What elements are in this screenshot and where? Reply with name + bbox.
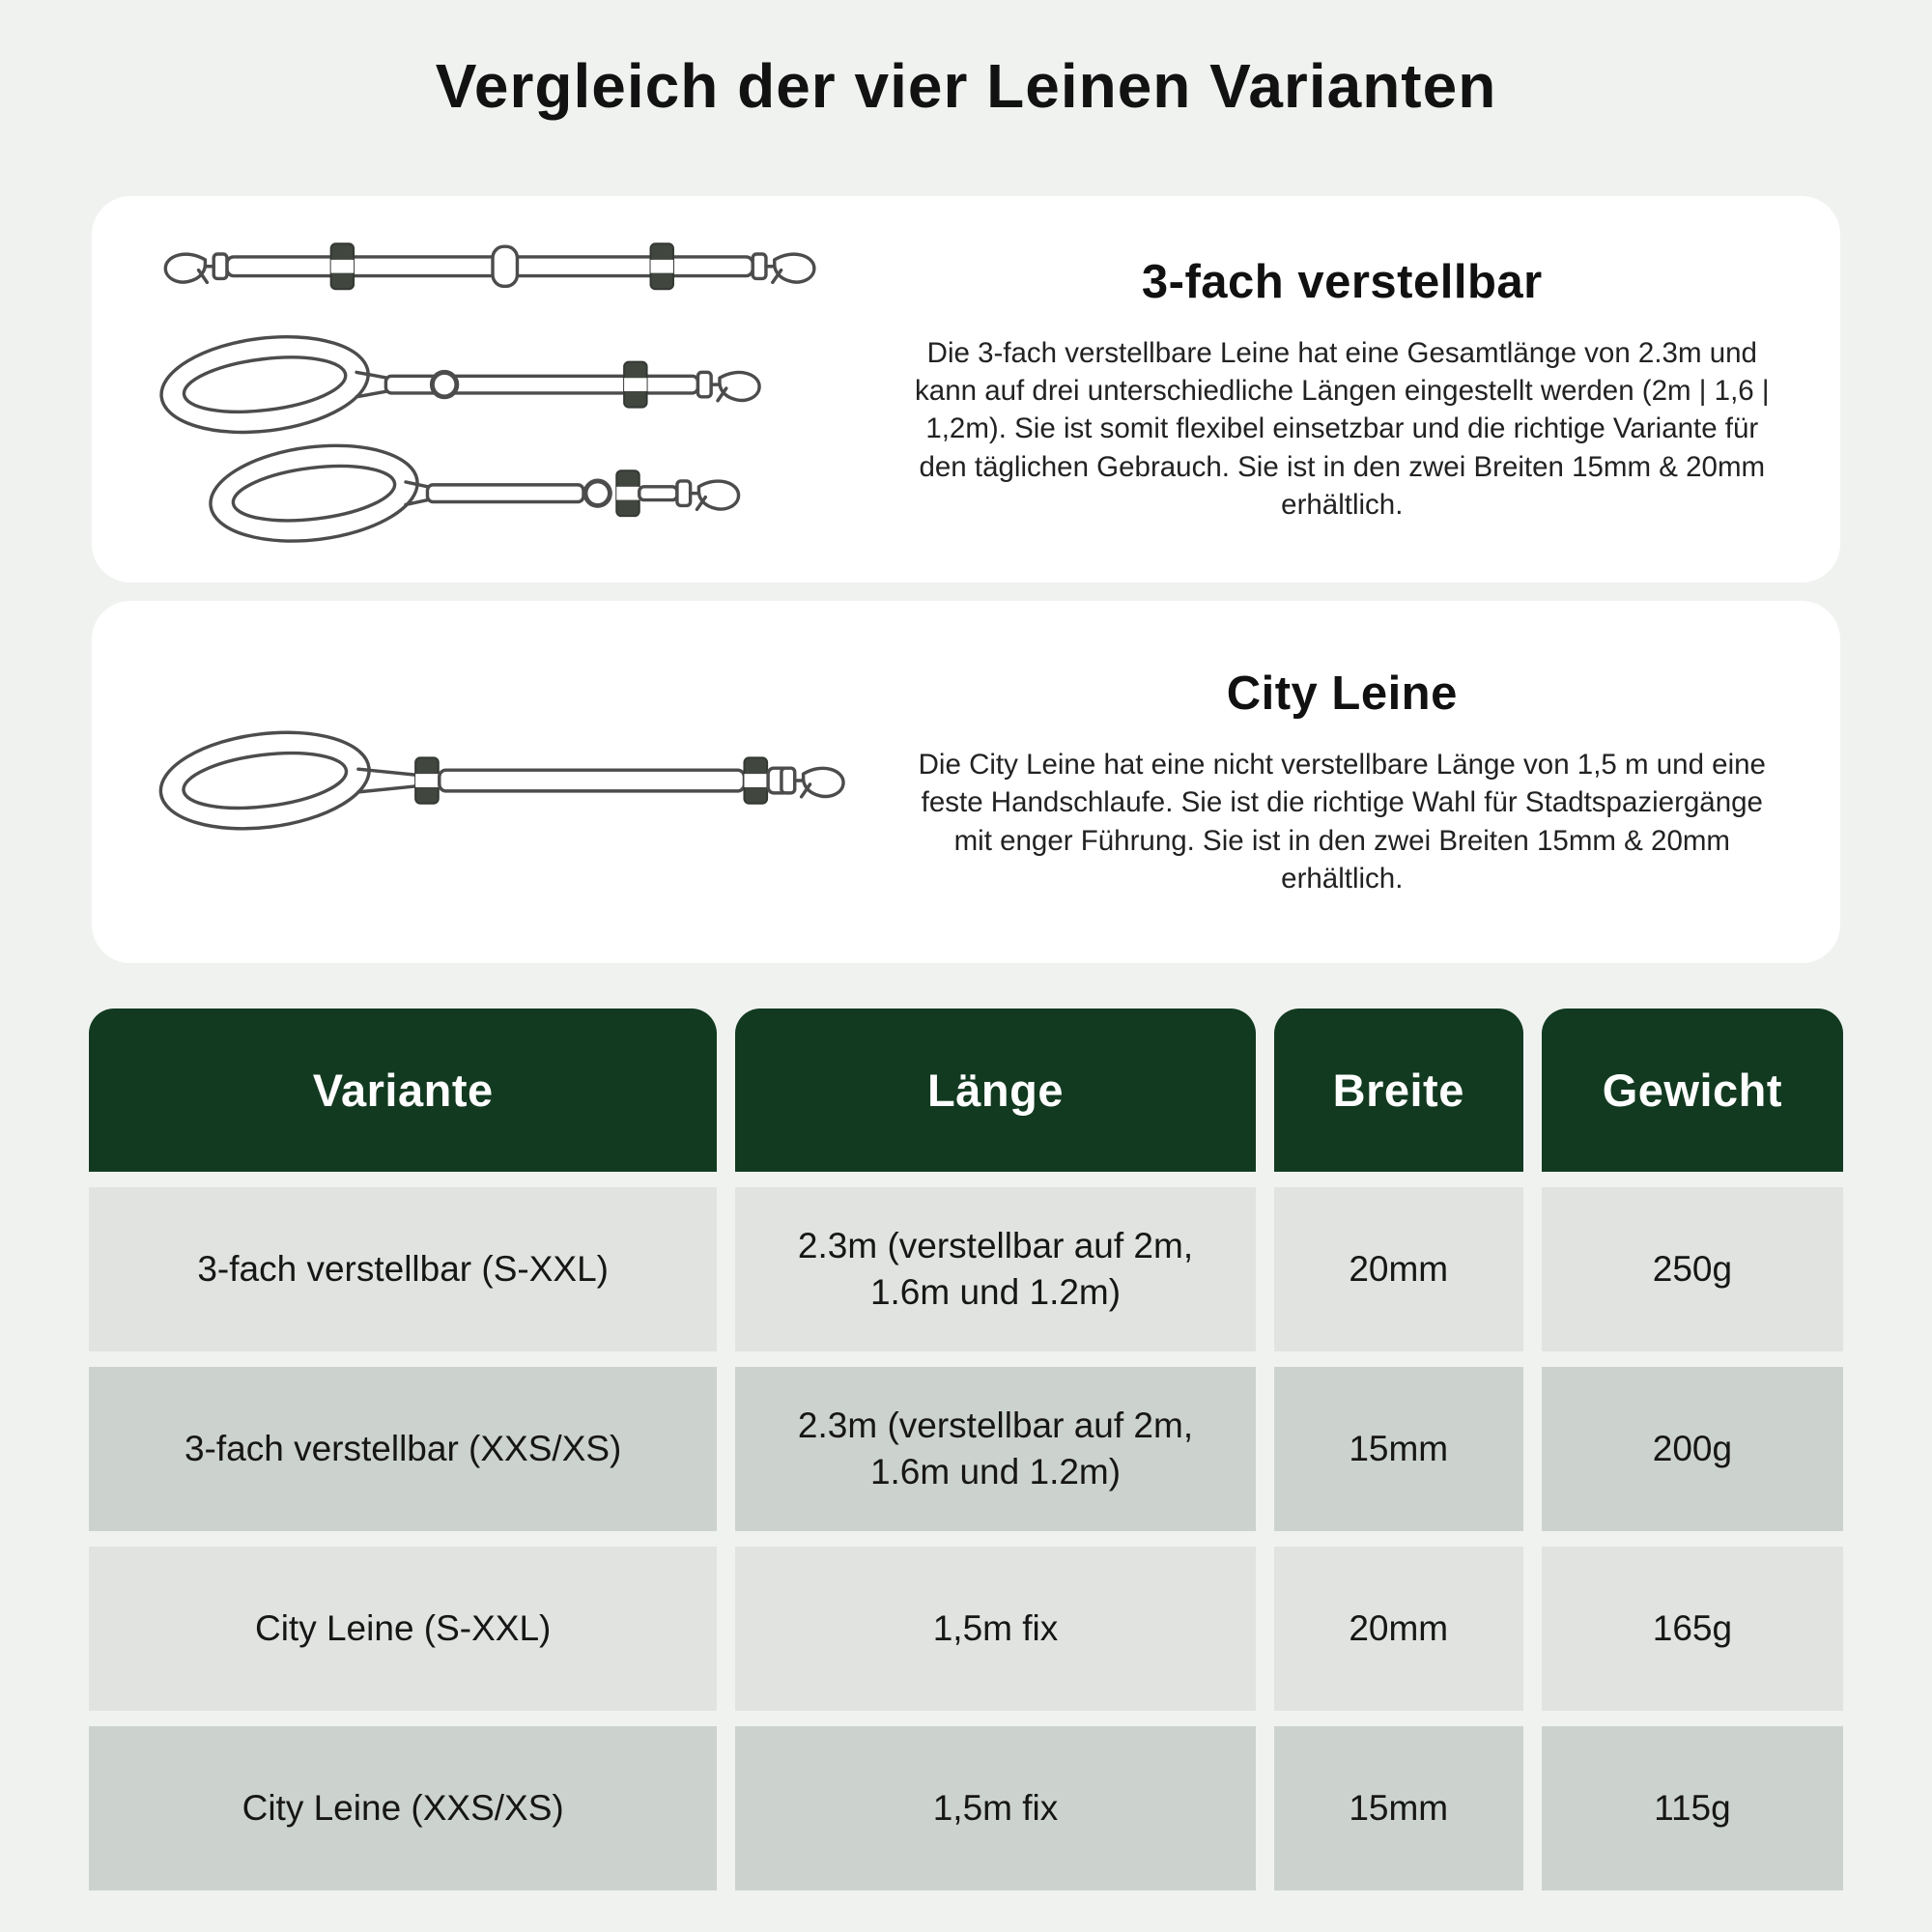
table-cell-gewicht: 165g	[1542, 1547, 1843, 1711]
table-cell-breite: 20mm	[1274, 1547, 1523, 1711]
table-cell-breite: 15mm	[1274, 1367, 1523, 1531]
table-cell-gewicht: 200g	[1542, 1367, 1843, 1531]
card-description-adjustable: Die 3-fach verstellbare Leine hat eine Gesamtlänge von 2.3m und kann auf drei unterschiedliche Längen eingestellt werden (2m | 1,6 | 1,2m). Sie ist somit flexibel einsetzbar und die richtige Variante für den täglichen Gebrauch. Sie ist in den zwei Breiten 15mm & 20mm erhältlich.	[915, 336, 1770, 521]
card-text-adjustable	[896, 255, 1840, 524]
table-cell-gewicht: 115g	[1542, 1726, 1843, 1890]
table-cell-breite: 20mm	[1274, 1187, 1523, 1351]
comparison-table	[89, 1009, 1843, 1890]
page-title: Vergleich der vier Leinen Varianten	[435, 51, 1497, 121]
card-description-city: Die City Leine hat eine nicht verstellbare Länge von 1,5 m und eine feste Handschlaufe. Sie ist die richtige Wahl für Stadtspaziergänge mit enger Führung. Sie ist in den zwei Breiten 15mm & 20mm erhältlich.	[918, 749, 1766, 895]
table-cell-variante: 3-fach verstellbar (XXS/XS)	[89, 1367, 717, 1531]
card-title-city: City Leine	[1226, 668, 1458, 721]
card-text-city	[896, 667, 1840, 897]
table-cell-variante: City Leine (XXS/XS)	[89, 1726, 717, 1890]
card-title-adjustable: 3-fach verstellbar	[1141, 255, 1543, 308]
table-cell-laenge: 1,5m fix	[735, 1726, 1255, 1890]
table-header-breite: Breite	[1274, 1009, 1523, 1172]
table-header-gewicht: Gewicht	[1542, 1009, 1843, 1172]
city-leash-illustration	[92, 696, 896, 869]
table-cell-variante: City Leine (S-XXL)	[89, 1547, 717, 1711]
table-cell-laenge: 2.3m (verstellbar auf 2m, 1.6m und 1.2m)	[735, 1187, 1255, 1351]
card-adjustable-leash	[92, 196, 1840, 582]
table-cell-variante: 3-fach verstellbar (S-XXL)	[89, 1187, 717, 1351]
table-cell-laenge: 1,5m fix	[735, 1547, 1255, 1711]
table-header-laenge: Länge	[735, 1009, 1255, 1172]
leash-variant-short	[206, 435, 739, 552]
leash-variant-adjustable	[166, 243, 815, 289]
card-city-leash	[92, 601, 1840, 963]
table-cell-breite: 15mm	[1274, 1726, 1523, 1890]
leash-variant-with-handle	[156, 326, 760, 442]
table-cell-laenge: 2.3m (verstellbar auf 2m, 1.6m und 1.2m)	[735, 1367, 1255, 1531]
three-leash-variants-drawing	[141, 210, 846, 569]
city-leash-drawing	[141, 696, 846, 869]
table-cell-gewicht: 250g	[1542, 1187, 1843, 1351]
adjustable-leash-illustration	[92, 210, 896, 569]
leash-city	[156, 721, 843, 838]
table-header-variante: Variante	[89, 1009, 717, 1172]
